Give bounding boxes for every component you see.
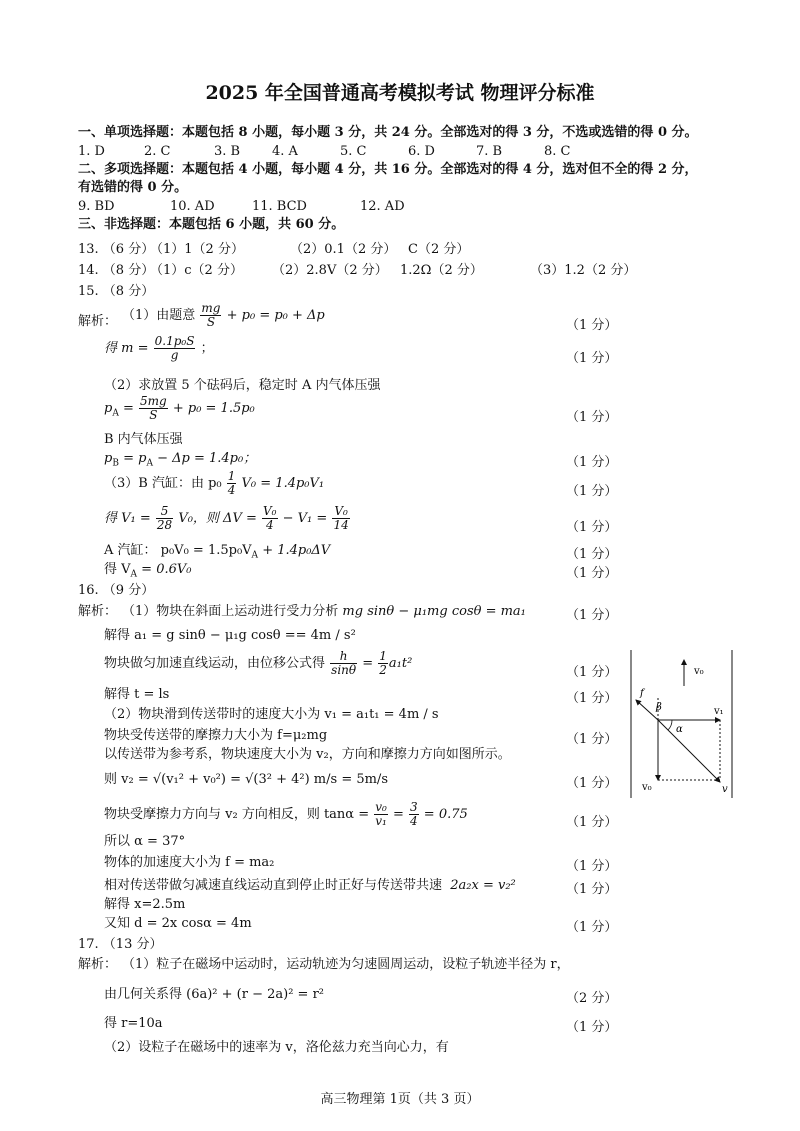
sec1-answer: 6. D: [408, 144, 435, 159]
v-arrow: [658, 720, 720, 782]
score: （2 分）: [566, 991, 618, 1006]
q15-line9: A 汽缸： $p_0V_0 = 1.5p_0V_A + 1.4p_0\Delta V$: [104, 543, 331, 561]
q16-line7: 以传送带为参考系，物块速度大小为 v₂，方向和摩擦力方向如图所示。: [104, 747, 511, 762]
score: （1 分）: [566, 351, 618, 366]
q13-number: 13. （6 分）: [78, 242, 155, 257]
v0-top-label: v₀: [694, 666, 704, 677]
q14-part4: （3）1.2（2 分）: [530, 263, 637, 278]
q15-line8: 得 V₁ = $\frac{5}{28}$ V₀，则 ΔV = $\frac{\text{V₀}}{4}$ − V₁ = $\frac{\text{V₀}}{14}$: [104, 504, 349, 532]
sec1-answer: 4. A: [272, 144, 298, 159]
q16-line10: 所以 α = 37°: [104, 834, 186, 849]
score: （1 分）: [566, 520, 618, 535]
v1-label: v₁: [714, 706, 724, 717]
section-1-heading: 一、单项选择题：本题包括 8 小题，每小题 3 分，共 24 分。全部选对的得 3 分，不选或选错的得 0 分。: [78, 125, 698, 140]
q17-number: 17. （13 分）: [78, 937, 163, 952]
q16-line5: （2）物块滑到传送带时的速度大小为 v₁ = a₁t₁ = 4m / s: [104, 707, 439, 722]
q16-number: 16. （9 分）: [78, 583, 155, 598]
score: （1 分）: [566, 455, 618, 470]
q15-analysis-label: 解析：: [78, 314, 118, 329]
score: （1 分）: [566, 665, 618, 680]
q15-line6: $p_B = p_A - \Delta p = 1.4p_0$；: [104, 451, 257, 469]
q14-part1: （1）c（2 分）: [150, 263, 243, 278]
q14-part3: 1.2Ω（2 分）: [400, 263, 483, 278]
alpha-arc: [668, 720, 672, 730]
score: （1 分）: [566, 566, 618, 581]
score: （1 分）: [566, 920, 618, 935]
sec2-answer: 9. BD: [78, 199, 115, 214]
v0-bottom-label: v₀: [642, 782, 652, 793]
page-title: 2025 年全国普通高考模拟考试 物理评分标准: [205, 82, 595, 104]
score: （1 分）: [566, 776, 618, 791]
score: （1 分）: [566, 691, 618, 706]
score: （1 分）: [566, 882, 618, 897]
q15-line5: B 内气体压强: [104, 432, 183, 447]
sec2-answer: 12. AD: [360, 199, 405, 214]
section-3-heading: 三、非选择题：本题包括 6 小题，共 60 分。: [78, 217, 345, 232]
q15-line2: 得 m = $\frac{\text{0.1p₀S}}{g}$ ；: [104, 334, 214, 362]
page-footer: 高三物理第 1页（共 3 页）: [320, 1092, 480, 1107]
q15-number: 15. （8 分）: [78, 284, 155, 299]
sec1-answer: 8. C: [544, 144, 571, 159]
q16-line8: 则 v₂ = √(v₁² + v₀²) = √(3² + 4²) m/s = 5m/s: [104, 772, 388, 787]
score: （1 分）: [566, 410, 618, 425]
score: （1 分）: [566, 484, 618, 499]
friction-arrow: [636, 700, 658, 720]
section-2-heading: 二、多项选择题：本题包括 4 小题，每小题 4 分，共 16 分。全部选对的得 4 分，选对但不全的得 2 分，: [78, 162, 698, 177]
sec1-answer: 2. C: [144, 144, 171, 159]
q16-line1: （1）物块在斜面上运动进行受力分析 mg sinθ − μ₁mg cosθ = ma₁: [122, 604, 526, 619]
q17-analysis-label: 解析：: [78, 957, 118, 972]
q15-line1: （1）由题意 $\frac{mg}{S}$ + p₀ = p₀ + Δp: [122, 301, 325, 329]
score: （1 分）: [566, 732, 618, 747]
score: （1 分）: [566, 815, 618, 830]
score: （1 分）: [566, 547, 618, 562]
v-label: v: [722, 784, 728, 795]
q16-line3: 物块做匀加速直线运动，由位移公式得 $\frac{h}{\sin\theta}$ = $\frac{1}{2}$ a₁t²: [104, 649, 413, 677]
q16-analysis-label: 解析：: [78, 604, 118, 619]
sec1-answer: 3. B: [214, 144, 241, 159]
q16-line6: 物块受传送带的摩擦力大小为 f=μ₂mg: [104, 728, 328, 743]
velocity-diagram: [628, 648, 738, 800]
q17-line4: （2）设粒子在磁场中的速率为 v，洛伦兹力充当向心力，有: [104, 1040, 449, 1055]
q16-line13: 解得 x=2.5m: [104, 897, 186, 912]
score: （1 分）: [566, 608, 618, 623]
q13-part1: （1）1（2 分）: [150, 242, 244, 257]
section-2-heading-cont: 有选错的得 0 分。: [78, 180, 188, 195]
score: （1 分）: [566, 318, 618, 333]
sec1-answer: 1. D: [78, 144, 105, 159]
alpha-label: α: [676, 724, 683, 735]
q16-line12: 相对传送带做匀减速直线运动直到停止时正好与传送带共速 2a₂x = v₂²: [104, 878, 516, 893]
q16-line11: 物体的加速度大小为 f = ma₂: [104, 855, 275, 870]
score: （1 分）: [566, 1020, 618, 1035]
sec2-answer: 11. BCD: [252, 199, 307, 214]
q17-line2: 由几何关系得 (6a)² + (r − 2a)² = r²: [104, 987, 324, 1002]
sec1-answer: 5. C: [340, 144, 367, 159]
score: （1 分）: [566, 859, 618, 874]
q17-line1: （1）粒子在磁场中运动时，运动轨迹为匀速圆周运动，设粒子轨迹半径为 r，: [122, 957, 570, 972]
q16-line9: 物块受摩擦力方向与 v₂ 方向相反，则 tanα = $\frac{\text{v₀}}{\text{v₁}}$ = $\frac{3}{4}$ = 0.75: [104, 800, 468, 828]
q16-line14: 又知 d = 2x cosα = 4m: [104, 916, 252, 931]
q15-line10: 得 $V_A = 0.6V_0$: [104, 562, 192, 580]
sec2-answer: 10. AD: [170, 199, 215, 214]
q16-line2: 解得 a₁ = g sinθ − μ₁g cosθ == 4m / s²: [104, 628, 356, 643]
q13-part2: （2）0.1（2 分）: [290, 242, 397, 257]
q14-part2: （2）2.8V（2 分）: [272, 263, 388, 278]
f-label: f: [640, 688, 644, 699]
sec1-answer: 7. B: [476, 144, 503, 159]
q15-line7: （3）B 汽缸：由 p₀ $\frac{1}{4}$ V₀ = 1.4p₀V₁: [104, 469, 325, 497]
q14-number: 14. （8 分）: [78, 263, 155, 278]
q17-line3: 得 r=10a: [104, 1016, 163, 1031]
q16-line4: 解得 t = ls: [104, 687, 170, 702]
q13-part3: C（2 分）: [408, 242, 470, 257]
beta-label: β: [656, 702, 662, 713]
q15-line4: $p_A$ = $\frac{5mg}{S}$ + p₀ = 1.5p₀: [104, 394, 255, 422]
q15-line3: （2）求放置 5 个砝码后，稳定时 A 内气体压强: [104, 378, 381, 393]
